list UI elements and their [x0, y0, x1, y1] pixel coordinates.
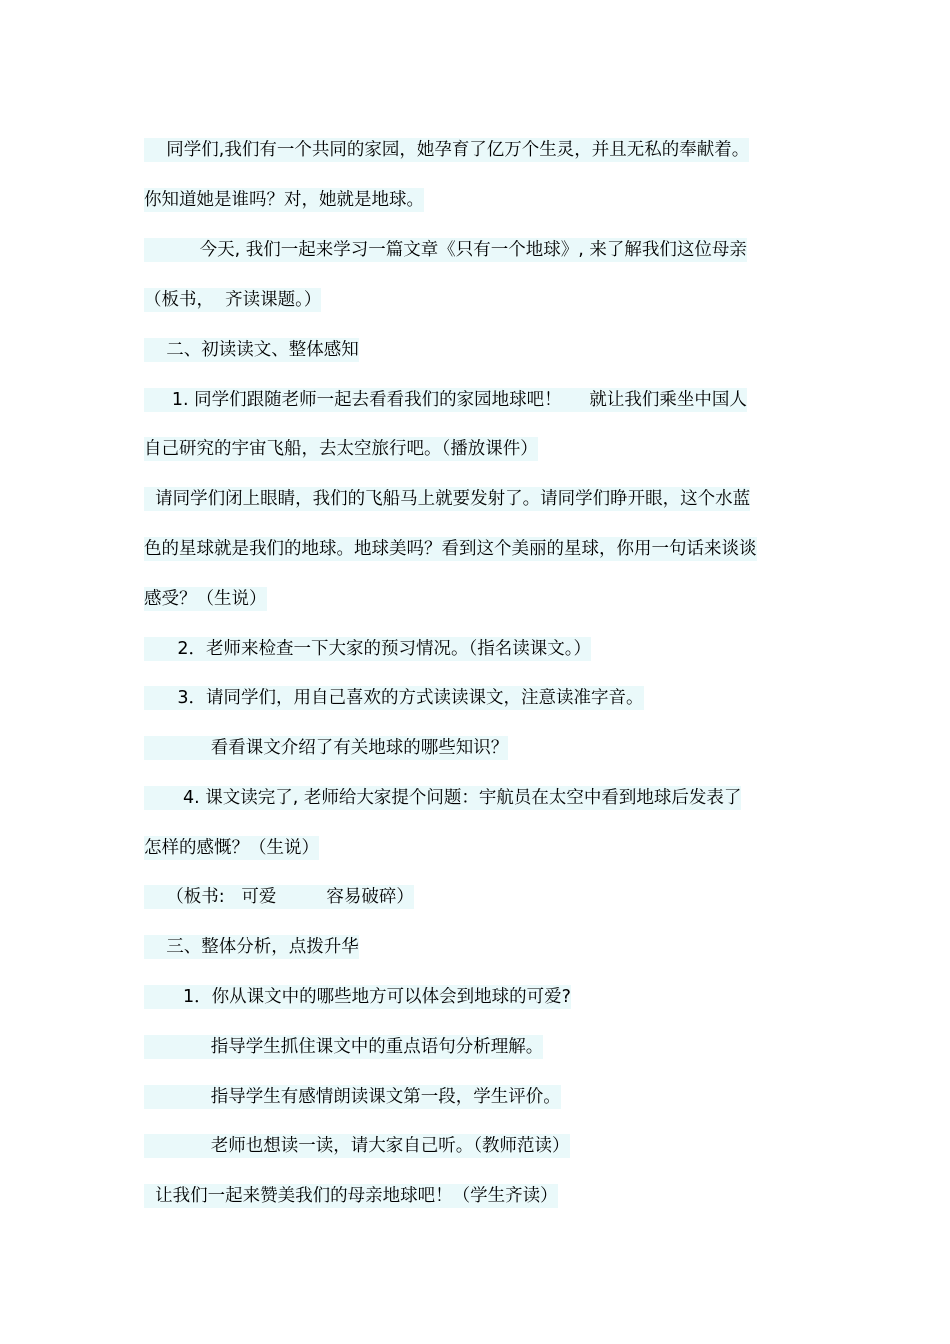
- paragraph-line: 自己研究的宇宙飞船，去太空旅行吧。（播放课件）: [144, 439, 538, 459]
- paragraph-line: 指导学生抓住课文中的重点语句分析理解。: [144, 1037, 544, 1057]
- paragraph-line: 让我们一起来赞美我们的母亲地球吧！（学生齐读）: [144, 1186, 558, 1206]
- paragraph-line: 3．请同学们，用自己喜欢的方式读读课文，注意读准字音。: [144, 688, 644, 708]
- paragraph-line: 色的星球就是我们的地球。地球美吗？看到这个美丽的星球，你用一句话来谈谈: [144, 539, 757, 559]
- paragraph-line: 同学们,我们有一个共同的家园，她孕育了亿万个生灵，并且无私的奉献着。: [144, 140, 750, 160]
- section-heading: 三、整体分析，点拨升华: [144, 937, 359, 957]
- paragraph-line: （板书: 可爱 容易破碎）: [144, 887, 414, 907]
- paragraph-line: 老师也想读一读，请大家自己听。（教师范读）: [144, 1136, 570, 1156]
- paragraph-line: 怎样的感慨？（生说）: [144, 838, 319, 858]
- paragraph-line: 请同学们闭上眼睛，我们的飞船马上就要发射了。请同学们睁开眼，这个水蓝: [144, 489, 751, 509]
- paragraph-line: 指导学生有感情朗读课文第一段，学生评价。: [144, 1087, 561, 1107]
- paragraph-line: 1. 同学们跟随老师一起去看看我们的家园地球吧！ 就让我们乘坐中国人: [144, 390, 747, 410]
- paragraph-line: 感受？（生说）: [144, 589, 267, 609]
- section-heading: 二、初读读文、整体感知: [144, 340, 359, 360]
- paragraph-line: 今天, 我们一起来学习一篇文章《只有一个地球》, 来了解我们这位母亲: [144, 240, 747, 260]
- paragraph-line: 2．老师来检查一下大家的预习情况。（指名读课文。）: [144, 639, 592, 659]
- paragraph-line: 1．你从课文中的哪些地方可以体会到地球的可爱?: [144, 987, 571, 1007]
- paragraph-line: 4. 课文读完了, 老师给大家提个问题：宇航员在太空中看到地球后发表了: [144, 788, 742, 808]
- paragraph-line: （板书， 齐读课题。）: [144, 290, 322, 310]
- paragraph-line: 你知道她是谁吗？对，她就是地球。: [144, 190, 424, 210]
- paragraph-line: 看看课文介绍了有关地球的哪些知识？: [144, 738, 509, 758]
